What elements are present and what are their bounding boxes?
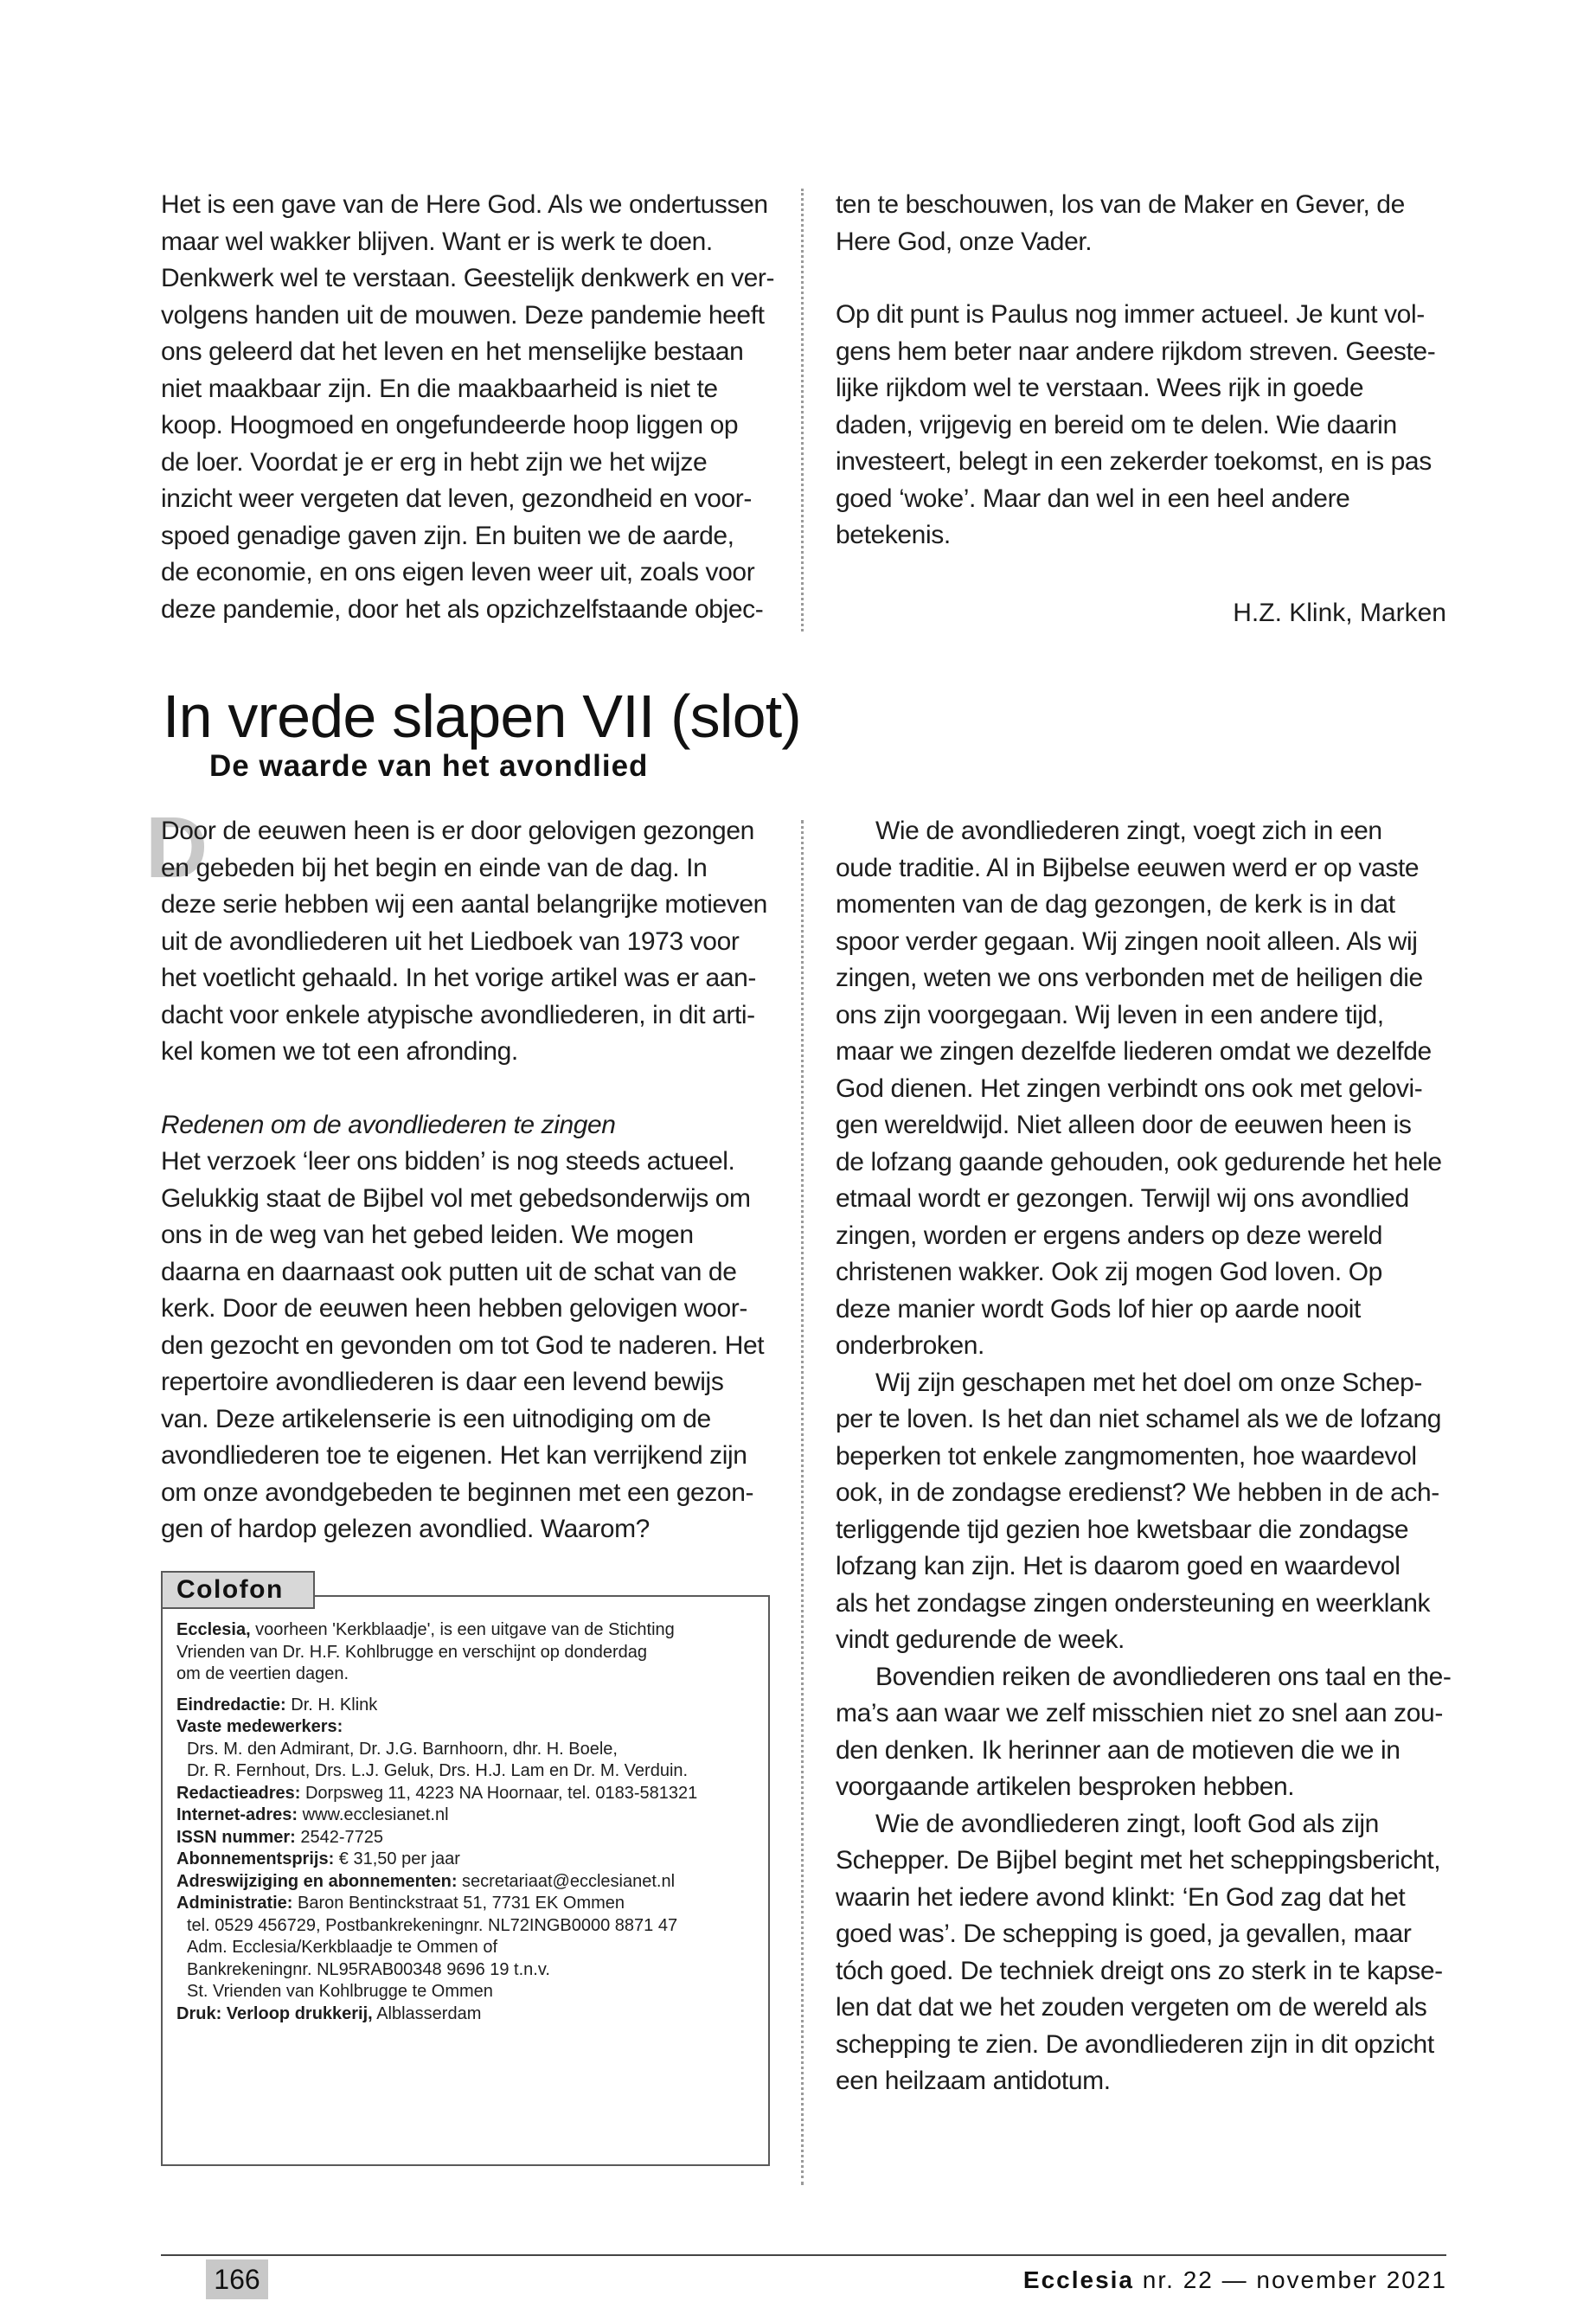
text-line: ten te beschouwen, los van de Maker en Gever, de xyxy=(836,190,1405,219)
text-line: waarin het iedere avond klinkt: ‘En God zag dat het xyxy=(836,1882,1406,1912)
colofon-line: Drs. M. den Admirant, Dr. J.G. Barnhoorn, dhr. H. Boele, xyxy=(187,1739,618,1759)
text-line: beperken tot enkele zangmomenten, hoe waardevol xyxy=(836,1441,1417,1471)
colofon-eindredactie xyxy=(176,1695,765,1717)
text-line: inzicht weer vergeten dat leven, gezondheid en voor- xyxy=(161,484,752,513)
text-line: Gelukkig staat de Bijbel vol met gebedsonderwijs om xyxy=(161,1183,751,1213)
text-line: om onze avondgebeden te beginnen met een gezon- xyxy=(161,1477,754,1507)
colofon-line: tel. 0529 456729, Postbankrekeningnr. NL72INGB0000 8871 47 xyxy=(187,1915,678,1935)
text-line: een heilzaam antidotum. xyxy=(836,2067,1111,2095)
top-right-column xyxy=(836,187,1450,554)
colofon-label: Druk: Verloop drukkerij, xyxy=(176,2003,373,2023)
text-line: deze serie hebben wij een aantal belangrijke motieven xyxy=(161,890,767,919)
column-divider-article xyxy=(801,820,804,2185)
colofon-text: Dorpsweg 11, 4223 NA Hoornaar, tel. 0183-581321 xyxy=(300,1783,698,1803)
article-right-column xyxy=(836,813,1450,2100)
colofon-label: Eindredactie: xyxy=(176,1695,286,1715)
colofon-text: Baron Bentinckstraat 51, 7731 EK Ommen xyxy=(292,1894,625,1913)
text-line: Denkwerk wel te verstaan. Geestelijk denkwerk en ver- xyxy=(161,264,775,292)
text-line: dacht voor enkele atypische avondliederen, in dit arti- xyxy=(161,1000,755,1029)
text-line: zingen, worden er ergens anders op deze wereld xyxy=(836,1221,1383,1250)
text-line: etmaal wordt er gezongen. Terwijl wij ons avondlied xyxy=(836,1184,1409,1213)
text-line: ons zijn voorgegaan. Wij leven in een andere tijd, xyxy=(836,1000,1384,1029)
colofon-internet xyxy=(176,1804,765,1827)
issue-info: nr. 22 — november 2021 xyxy=(1134,2266,1447,2293)
colofon-druk xyxy=(176,2003,765,2026)
text-line: zingen, weten we ons verbonden met de heiligen die xyxy=(836,964,1423,992)
text-line: spoor verder gegaan. Wij zingen nooit alleen. Als wij xyxy=(836,926,1418,956)
colofon-text: Alblasserdam xyxy=(372,2003,482,2023)
text-line: avondliederen toe te eigenen. Het kan verrijkend zijn xyxy=(161,1441,747,1470)
colofon-line: St. Vrienden van Kohlbrugge te Ommen xyxy=(187,1982,493,2001)
colofon-text: Dr. H. Klink xyxy=(285,1695,378,1715)
text-line: repertoire avondliederen is daar een levend bewijs xyxy=(161,1368,724,1396)
colofon-content xyxy=(176,1619,765,2025)
text-line: goed was’. De schepping is goed, ja gevallen, maar xyxy=(836,1920,1412,1948)
text-line: tóch goed. De techniek dreigt ons zo sterk in te kapse- xyxy=(836,1956,1443,1985)
colofon-abonnement xyxy=(176,1849,765,1871)
text-line: Bovendien reiken de avondliederen ons taal en the- xyxy=(875,1662,1452,1691)
text-line: Wie de avondliederen zingt, voegt zich in een xyxy=(875,817,1382,845)
text-line: voorgaande artikelen besproken hebben. xyxy=(836,1772,1295,1801)
text-line: ook, in de zondagse eredienst? We hebben in de ach- xyxy=(836,1478,1439,1507)
article-subtitle: De waarde van het avondlied xyxy=(209,749,649,783)
colofon-heading: Colofon xyxy=(161,1571,315,1609)
text-line: Wie de avondliederen zingt, looft God als zijn xyxy=(875,1809,1379,1838)
colofon-line: Dr. R. Fernhout, Drs. L.J. Geluk, Drs. H.J. Lam en Dr. M. Verduin. xyxy=(187,1761,689,1780)
text-line: ons in de weg van het gebed leiden. We mogen xyxy=(161,1221,694,1249)
author-signature: H.Z. Klink, Marken xyxy=(1233,599,1446,627)
footer-rule xyxy=(161,2254,1446,2256)
text-line: gen wereldwijd. Niet alleen door de eeuwen heen is xyxy=(836,1111,1412,1139)
text-line: koop. Hoogmoed en ongefundeerde hoop liggen op xyxy=(161,411,739,439)
text-line: lijke rijkdom wel te verstaan. Wees rijk in goede xyxy=(836,374,1364,402)
colofon-adreswijziging xyxy=(176,1871,765,1894)
text-line: per te loven. Is het dan niet schamel als we de lofzang xyxy=(836,1405,1442,1433)
text-line: betekenis. xyxy=(836,521,951,549)
text-line: niet maakbaar zijn. En die maakbaarheid is niet te xyxy=(161,374,718,403)
colofon-text: voorheen 'Kerkblaadje', is een uitgave van de Stichting xyxy=(250,1620,675,1639)
text-line: God dienen. Het zingen verbindt ons ook met gelovi- xyxy=(836,1074,1423,1103)
text-line: maar wel wakker blijven. Want er is werk te doen. xyxy=(161,227,713,256)
text-line: ma’s aan waar we zelf misschien niet zo snel aan zou- xyxy=(836,1699,1443,1727)
text-line: len dat dat we het zouden vergeten om de wereld als xyxy=(836,1993,1427,2022)
colofon-label: Ecclesia, xyxy=(176,1620,251,1639)
footer-publication xyxy=(1023,2266,1447,2294)
text-line: spoed genadige gaven zijn. En buiten we de aarde, xyxy=(161,521,734,550)
text-line: Schepper. De Bijbel begint met het scheppingsbericht, xyxy=(836,1846,1441,1875)
text-line: momenten van de dag gezongen, de kerk is in dat xyxy=(836,890,1395,919)
text-line: van. Deze artikelenserie is een uitnodiging om de xyxy=(161,1404,711,1433)
text-line: uit de avondliederen uit het Liedboek van 1973 voor xyxy=(161,926,740,956)
text-line: christenen wakker. Ook zij mogen God loven. Op xyxy=(836,1258,1382,1286)
colofon-label: Internet-adres: xyxy=(176,1805,298,1824)
colofon-text: € 31,50 per jaar xyxy=(334,1849,460,1868)
text-line: Het is een gave van de Here God. Als we ondertussen xyxy=(161,190,768,219)
column-divider-top xyxy=(801,189,804,631)
colofon-line: Vrienden van Dr. H.F. Kohlbrugge en verschijnt op donderdag xyxy=(176,1642,648,1662)
text-line: kerk. Door de eeuwen heen hebben gelovigen woor- xyxy=(161,1294,747,1323)
text-line: daden, vrijgevig en bereid om te delen. Wie daarin xyxy=(836,410,1397,439)
colofon-line: om de veertien dagen. xyxy=(176,1664,349,1683)
text-line: den gezocht en gevonden om tot God te naderen. Het xyxy=(161,1330,765,1360)
colofon-administratie xyxy=(176,1893,765,1915)
page-number: 166 xyxy=(206,2259,268,2299)
text-line: het voetlicht gehaald. In het vorige artikel was er aan- xyxy=(161,964,757,992)
text-line: volgens handen uit de mouwen. Deze pandemie heeft xyxy=(161,300,765,330)
colofon-text: 2542-7725 xyxy=(295,1827,384,1847)
text-line: schepping te zien. De avondliederen zijn in dit opzicht xyxy=(836,2029,1434,2059)
drop-cap: D xyxy=(145,799,208,896)
text-line: oude traditie. Al in Bijbelse eeuwen werd er op vaste xyxy=(836,853,1420,882)
colofon-redactieadres xyxy=(176,1783,765,1805)
colofon-label: Vaste medewerkers: xyxy=(176,1717,343,1736)
colofon-medewerkers xyxy=(176,1716,765,1739)
publication-name: Ecclesia xyxy=(1022,2266,1135,2293)
colofon-box xyxy=(161,1575,770,2166)
text-line: Het verzoek ‘leer ons bidden’ is nog steeds actueel. xyxy=(161,1147,735,1176)
text-line: kel komen we tot een afronding. xyxy=(161,1037,518,1066)
article-left-column xyxy=(161,813,784,1548)
text-line: Here God, onze Vader. xyxy=(836,227,1093,256)
colofon-label: ISSN nummer: xyxy=(176,1827,296,1847)
colofon-text: secretariaat@ecclesianet.nl xyxy=(457,1871,676,1891)
section-heading: Redenen om de avondliederen te zingen xyxy=(161,1110,616,1139)
top-left-column xyxy=(161,187,784,628)
text-line: de lofzang gaande gehouden, ook gedurende het hele xyxy=(836,1147,1442,1176)
text-line: Op dit punt is Paulus nog immer actueel. Je kunt vol- xyxy=(836,300,1425,329)
text-line: vindt gedurende de week. xyxy=(836,1625,1125,1654)
colofon-line: Bankrekeningnr. NL95RAB00348 9696 19 t.n.v. xyxy=(187,1959,550,1979)
colofon-label: Abonnementsprijs: xyxy=(176,1849,335,1868)
text-line: goed ‘woke’. Maar dan wel in een heel andere xyxy=(836,484,1350,513)
text-line: gens hem beter naar andere rijkdom streven. Geeste- xyxy=(836,336,1436,366)
text-line: de economie, en ons eigen leven weer uit, zoals voor xyxy=(161,558,755,586)
text-line: den denken. Ik herinner aan de motieven die we in xyxy=(836,1735,1401,1765)
colofon-line: Adm. Ecclesia/Kerkblaadje te Ommen of xyxy=(187,1938,498,1957)
colofon-label: Redactieadres: xyxy=(176,1783,301,1803)
colofon-text: www.ecclesianet.nl xyxy=(298,1805,449,1824)
text-line: Wij zijn geschapen met het doel om onze Schep- xyxy=(875,1368,1422,1397)
article-title: In vrede slapen VII (slot) xyxy=(163,683,801,750)
text-line: onderbroken. xyxy=(836,1331,984,1360)
text-line: gen of hardop gelezen avondlied. Waarom? xyxy=(161,1515,650,1543)
text-line: daarna en daarnaast ook putten uit de schat van de xyxy=(161,1257,737,1286)
text-line: de loer. Voordat je er erg in hebt zijn we het wijze xyxy=(161,447,708,477)
text-line: lofzang kan zijn. Het is daarom goed en waardevol xyxy=(836,1552,1401,1580)
text-line: deze manier wordt Gods lof hier op aarde nooit xyxy=(836,1294,1361,1324)
text-line: deze pandemie, door het als opzichzelfstaande objec- xyxy=(161,594,764,624)
colofon-label: Administratie: xyxy=(176,1894,293,1913)
text-line: maar we zingen dezelfde liederen omdat we dezelfde xyxy=(836,1037,1432,1066)
text-line: en gebeden bij het begin en einde van de dag. In xyxy=(161,853,708,882)
colofon-intro xyxy=(176,1619,765,1642)
text-line: Door de eeuwen heen is er door gelovigen gezongen xyxy=(161,817,754,845)
text-line: als het zondagse zingen ondersteuning en weerklank xyxy=(836,1588,1431,1618)
text-line: ons geleerd dat het leven en het menselijke bestaan xyxy=(161,337,744,366)
text-line: investeert, belegt in een zekerder toekomst, en is pas xyxy=(836,447,1432,476)
text-line: terliggende tijd gezien hoe kwetsbaar die zondagse xyxy=(836,1515,1409,1544)
colofon-label: Adreswijziging en abonnementen: xyxy=(176,1871,458,1891)
colofon-issn xyxy=(176,1827,765,1849)
